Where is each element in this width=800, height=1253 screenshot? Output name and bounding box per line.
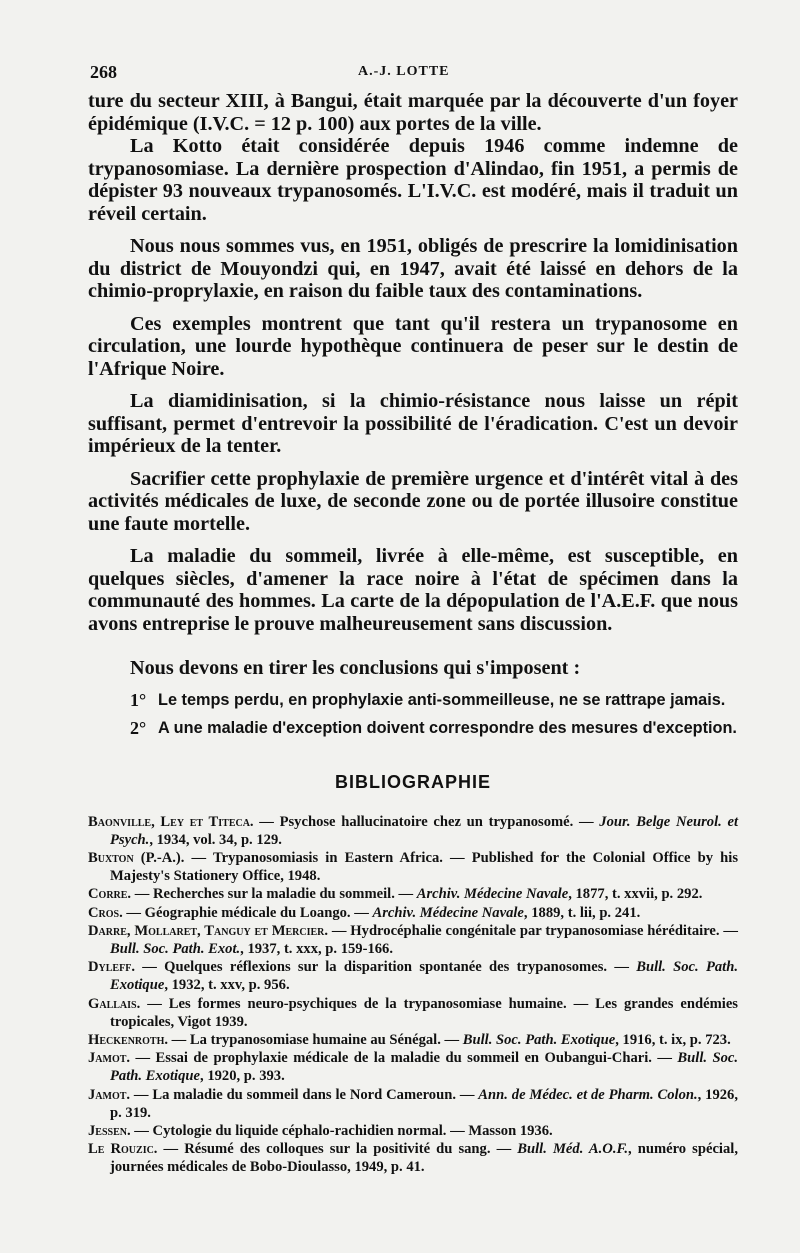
reference-title: — Géographie médicale du Loango. —	[122, 904, 373, 921]
paragraph: Ces exemples montrent que tant qu'il restera un trypanosome en circulation, une lourde hypothèque continuera de peser sur le destin de l'Afrique Noire.	[88, 312, 738, 380]
reference-title: — Psychose hallucinatoire chez un trypanosomé. —	[253, 813, 600, 830]
bibliography-entry	[88, 995, 738, 1031]
bibliography-entry	[88, 1031, 738, 1049]
bibliography-list	[88, 813, 738, 1177]
reference-title: — Les formes neuro-psychiques de la trypanosomiase humaine. — Les grandes endémies tropicales, Vigot 1939.	[110, 995, 738, 1030]
reference-title: — La maladie du sommeil dans le Nord Cameroun. —	[130, 1086, 479, 1103]
reference-journal: Bull. Soc. Path. Exotique	[462, 1031, 616, 1048]
reference-details: , 1926, p. 319.	[110, 1086, 738, 1121]
bibliography-entry	[88, 922, 738, 958]
reference-authors: Jessen.	[88, 1122, 131, 1139]
conclusion-text: A une maladie d'exception doivent correspondre des mesures d'exception.	[158, 718, 737, 737]
conclusion-number: 2°	[130, 717, 147, 738]
reference-title: — Quelques réflexions sur la disparition spontanée des trypanosomes. —	[134, 959, 637, 976]
reference-details: , 1916, t. ix, p. 723.	[615, 1031, 731, 1048]
reference-title: — La trypanosomiase humaine au Sénégal. —	[168, 1031, 463, 1048]
bibliography-entry	[88, 885, 738, 903]
page-number: 268	[90, 62, 117, 82]
body-text	[88, 90, 738, 680]
reference-title: — Essai de prophylaxie médicale de la maladie du sommeil en Oubangui-Chari. —	[130, 1050, 678, 1067]
conclusion-item	[130, 690, 738, 710]
reference-title: — Cytologie du liquide céphalo-rachidien normal. — Masson 1936.	[130, 1122, 553, 1139]
bibliography-entry	[88, 1122, 738, 1140]
paragraph: Nous nous sommes vus, en 1951, obligés de prescrire la lomidinisation du district de Mouyondzi qui, en 1947, avait été laissé en dehors de la chimio-proprylaxie, en raison du faible taux des contaminations.	[88, 235, 738, 302]
reference-authors: Buxton (P.-A.).	[88, 849, 185, 866]
reference-authors: Dyleff.	[88, 959, 135, 976]
reference-journal: Bull. Méd. A.O.F.	[517, 1141, 628, 1158]
running-head-author: A.-J. LOTTE	[358, 64, 450, 79]
conclusion-item	[130, 718, 738, 738]
bibliography-entry	[88, 1140, 738, 1176]
reference-title: — Trypanosomiasis in Eastern Africa. — Published for the Colonial Office by his Majesty's Stationery Office, 1948.	[110, 849, 739, 885]
reference-journal: Archiv. Médecine Navale	[416, 886, 569, 903]
conclusions-list	[88, 690, 738, 738]
running-head	[88, 62, 738, 90]
bibliography-entry	[88, 849, 738, 885]
reference-details: , 1920, p. 393.	[200, 1068, 285, 1085]
reference-details: , 1934, vol. 34, p. 129.	[149, 831, 282, 848]
reference-title: — Résumé des colloques sur la positivité du sang. —	[157, 1141, 518, 1158]
bibliography-title: BIBLIOGRAPHIE	[334, 771, 491, 792]
reference-authors: Gallais.	[88, 995, 141, 1012]
reference-title: — Recherches sur la maladie du sommeil. —	[131, 886, 417, 903]
reference-title: — Hydrocéphalie congénitale par trypanosomiase héréditaire. —	[328, 922, 738, 939]
conclusion-text: Le temps perdu, en prophylaxie anti-sommeilleuse, ne se rattrape jamais.	[158, 690, 726, 709]
conclusion-number: 1°	[130, 689, 147, 710]
reference-details: , 1932, t. xxv, p. 956.	[164, 977, 290, 994]
reference-authors: Jamot.	[88, 1086, 131, 1103]
reference-authors: Heckenroth.	[88, 1031, 169, 1048]
bibliography-entry	[88, 958, 738, 994]
reference-journal: Ann. de Médec. et de Pharm. Colon.	[478, 1086, 698, 1103]
bibliography-entry	[88, 813, 738, 849]
reference-authors: Le Rouzic.	[88, 1141, 158, 1158]
reference-details: , 1889, t. lii, p. 241.	[523, 904, 641, 921]
reference-journal: Jour. Belge Neurol. et Psych.	[110, 813, 739, 848]
reference-authors: Baonville, Ley et Titeca.	[88, 813, 254, 830]
paragraph: Nous devons en tirer les conclusions qui s'imposent :	[130, 657, 581, 679]
reference-journal: Archiv. Médecine Navale	[372, 904, 524, 921]
bibliography-entry	[88, 1086, 738, 1122]
reference-details: , 1877, t. xxvii, p. 292.	[568, 886, 703, 903]
reference-authors: Darre, Mollaret, Tanguy et Mercier.	[88, 922, 329, 939]
paragraph: La Kotto était considérée depuis 1946 comme indemne de trypanosomiase. La dernière prospection d'Alindao, fin 1951, a permis de dépister 93 nouveaux trypanosomés. L'I.V.C. est modéré, mais il traduit un réveil certain.	[88, 135, 738, 225]
bibliography-entry	[88, 1049, 738, 1085]
paragraph: La diamidinisation, si la chimio-résistance nous laisse un répit suffisant, permet d'entrevoir la possibilité de l'éradication. C'est un devoir impérieux de la tenter.	[88, 390, 738, 457]
reference-journal: Bull. Soc. Path. Exotique	[110, 1050, 739, 1085]
reference-authors: Jamot.	[88, 1050, 131, 1067]
reference-details: , numéro spécial, journées médicales de Bobo-Dioulasso, 1949, p. 41.	[110, 1141, 738, 1176]
bibliography-entry	[88, 904, 738, 922]
paragraph: La maladie du sommeil, livrée à elle-même, est susceptible, en quelques siècles, d'amener la race noire à l'état de spécimen dans la communauté des hommes. La carte de la dépopulation de l'A.E.F. que nous avons entreprise le prouve malheureusement sans discussion.	[88, 545, 738, 635]
paragraph: Sacrifier cette prophylaxie de première urgence et d'intérêt vital à des activités médicales de luxe, de seconde zone ou de portée illusoire constitue une faute mortelle.	[88, 467, 738, 535]
paragraph: ture du secteur XIII, à Bangui, était marquée par la découverte d'un foyer épidémique (I.V.C. = 12 p. 100) aux portes de la ville.	[88, 90, 738, 135]
reference-authors: Cros.	[88, 904, 123, 921]
reference-details: , 1937, t. xxx, p. 159-166.	[240, 940, 393, 957]
reference-authors: Corre.	[88, 886, 132, 903]
reference-journal: Bull. Soc. Path. Exot.	[110, 940, 241, 957]
reference-journal: Bull. Soc. Path. Exotique	[110, 959, 738, 994]
